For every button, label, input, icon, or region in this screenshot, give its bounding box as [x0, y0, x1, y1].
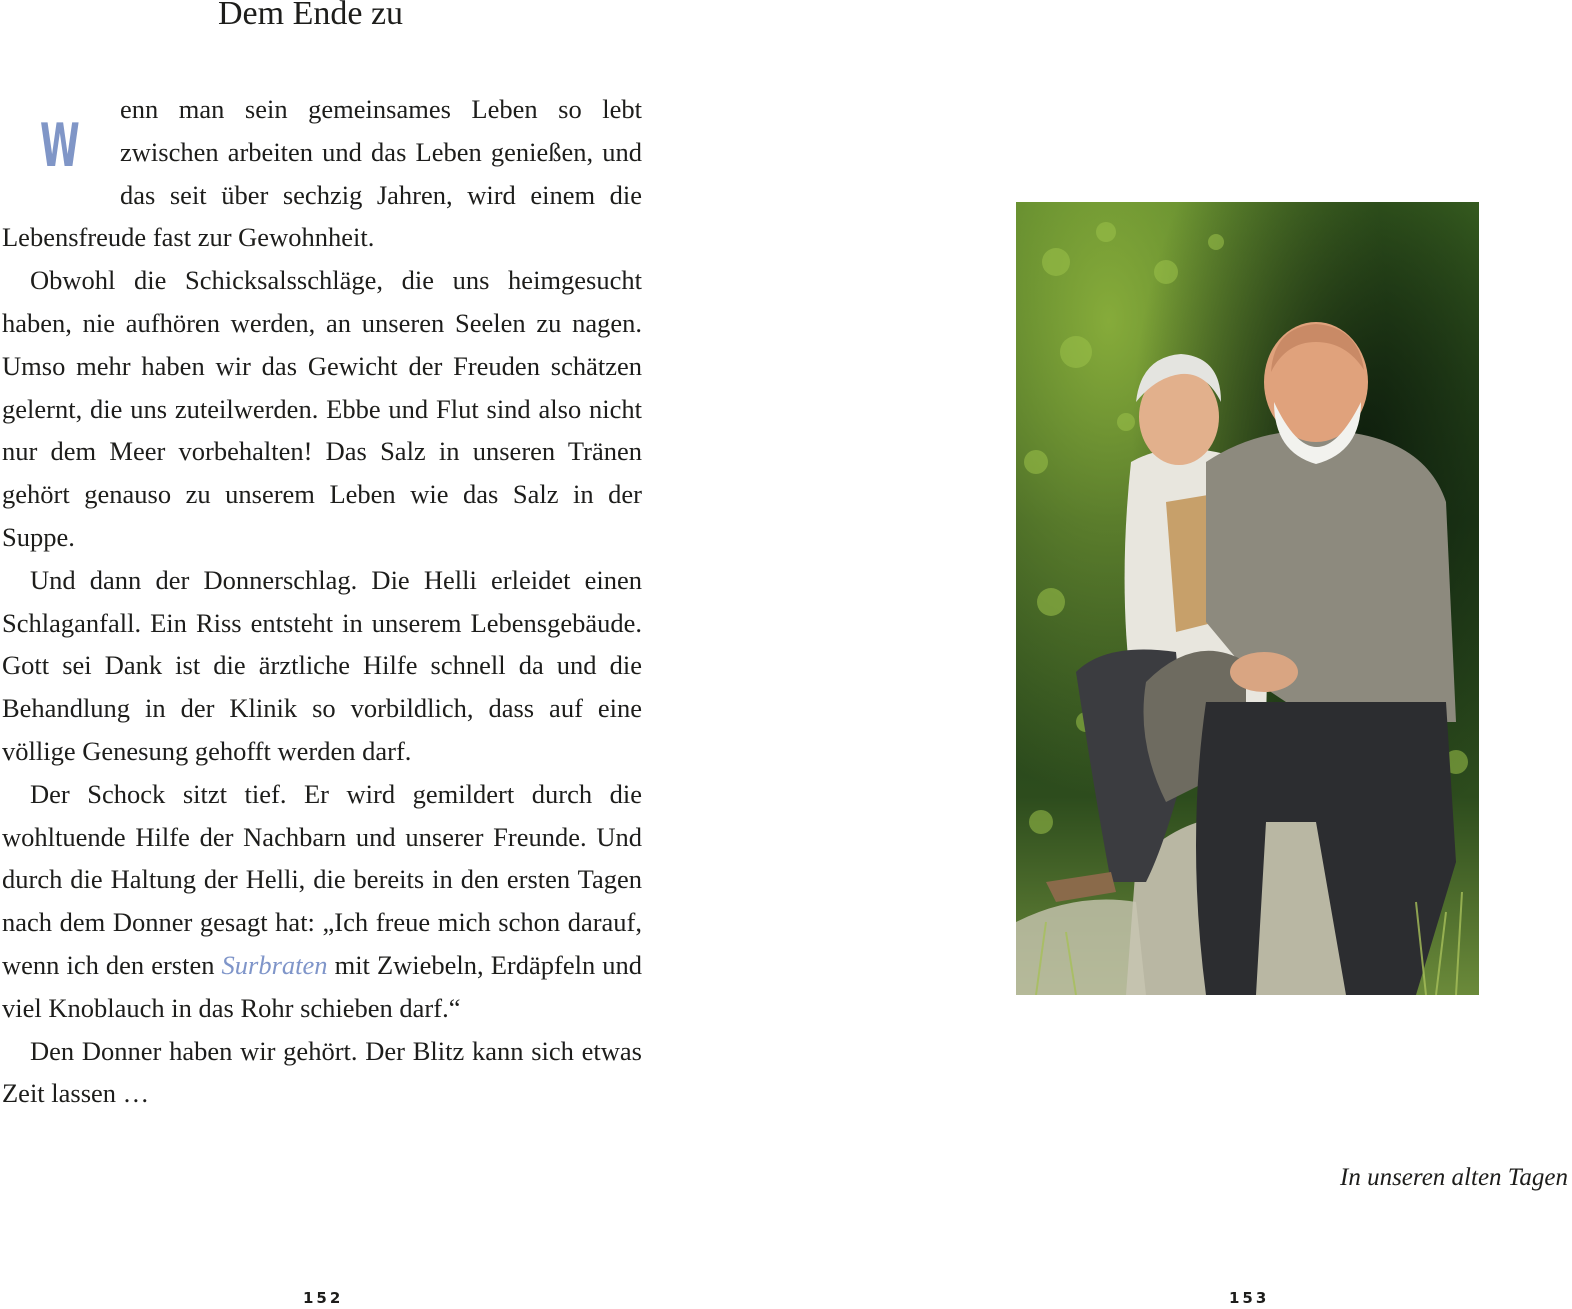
paragraph-1: [2, 88, 642, 259]
photo-couple: [1016, 202, 1479, 995]
paragraph-5: Den Donner haben wir gehört. Der Blitz kann sich etwas Zeit lassen …: [2, 1035, 642, 1109]
paragraph-3: Und dann der Donnerschlag. Die Helli erleidet einen Schlaganfall. Ein Riss entsteht in unserem Lebensgebäude. Gott sei Dank ist die ärztliche Hilfe schnell da und die Behandlung in der Klinik so vorbildlich, dass auf eine völlige Genesung gehofft werden darf.: [2, 564, 642, 766]
right-page: [786, 0, 1572, 1309]
chapter-title: Dem Ende zu: [218, 0, 404, 32]
paragraph-4-after: mit Zwiebeln, Erdäpfeln und viel Knoblauch in das Rohr schieben darf.“: [2, 949, 643, 1023]
drop-cap: W: [39, 111, 80, 181]
paragraph-2: Obwohl die Schicksalsschläge, die uns heimgesucht haben, nie aufhören werden, an unseren Seelen zu nagen. Umso mehr haben wir das Gewicht der Freuden schätzen gelernt, die uns zuteilwerden. Ebbe und Flut sind also nicht nur dem Meer vorbehalten! Das Salz in unseren Tränen gehört genauso zu unserem Leben wie das Salz in der Suppe.: [2, 265, 642, 552]
photo-illustration: [1016, 202, 1479, 995]
page-number-left: 152: [303, 1289, 344, 1307]
paragraph-4: [2, 773, 642, 1030]
accent-word: Surbraten: [221, 949, 328, 980]
paragraph-1-text: enn man sein gemeinsames Leben so lebt zwischen arbeiten und das Leben genießen, und das seit über sechzig Jahren, wird einem die Lebensfreude fast zur Gewohnheit.: [2, 94, 642, 253]
paragraph-4-before: Der Schock sitzt tief. Er wird gemildert durch die wohltuende Hilfe der Nachbarn und unserer Freunde. Und durch die Haltung der Helli, die bereits in den ersten Tagen nach dem Donner gesagt hat: „Ich freue mich schon darauf, wenn ich den ersten: [2, 778, 642, 980]
page-number-right: 153: [1229, 1289, 1270, 1307]
body-text: [2, 88, 642, 1115]
photo-caption: In unseren alten Tagen: [1340, 1164, 1568, 1191]
